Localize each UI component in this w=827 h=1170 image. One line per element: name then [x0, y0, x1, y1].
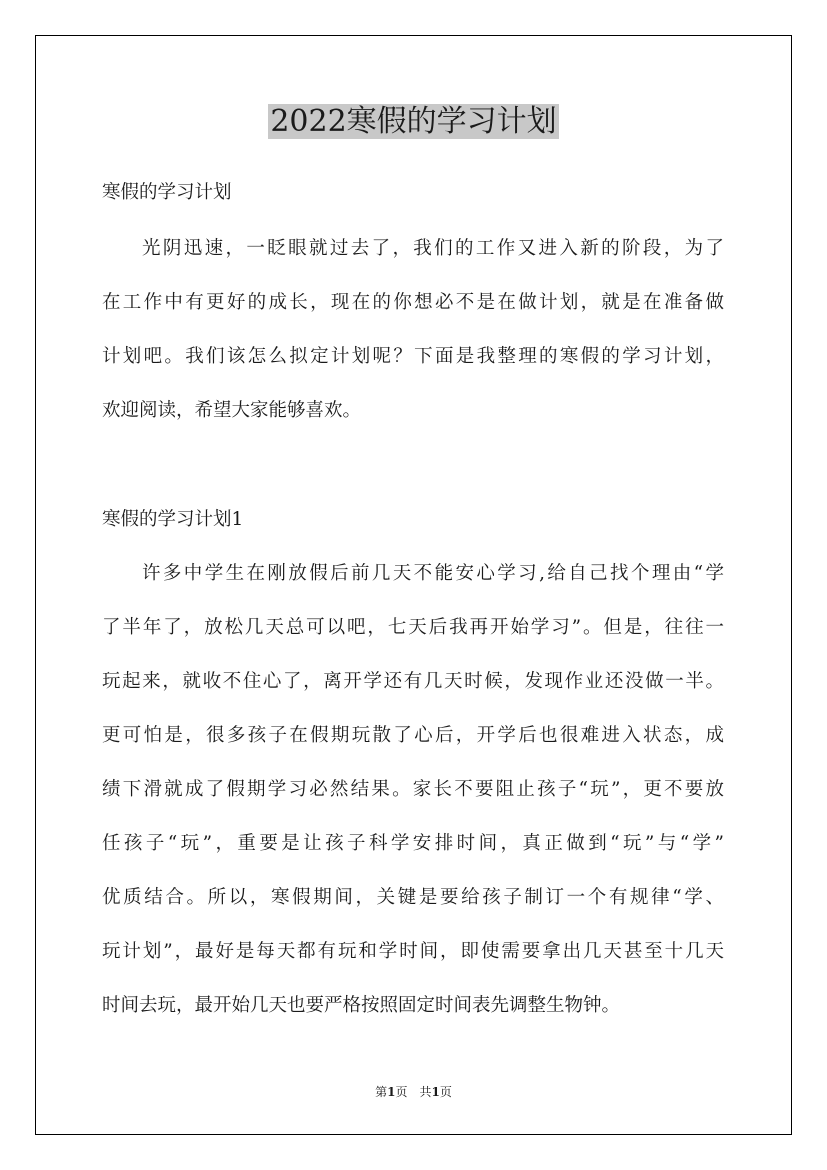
document-title [0, 102, 827, 142]
paragraph-line: 任孩子“玩”，重要是让孩子科学安排时间，真正做到“玩”与“学” [102, 833, 724, 854]
paragraph-line: 许多中学生在刚放假后前几天不能安心学习,给自己找个理由“学 [142, 563, 724, 584]
document-title-text: 2022寒假的学习计划 [270, 104, 557, 139]
footer-page-number: 1 [387, 1085, 396, 1099]
footer-middle: 页 共 [395, 1085, 432, 1099]
section-heading: 寒假的学习计划 [102, 182, 232, 203]
paragraph-line: 绩下滑就成了假期学习必然结果。家长不要阻止孩子“玩”，更不要放 [102, 779, 724, 800]
page-footer [0, 1084, 827, 1100]
footer-page-total: 1 [431, 1085, 440, 1099]
footer-suffix: 页 [439, 1085, 452, 1099]
footer-prefix: 第 [375, 1085, 388, 1099]
section-heading: 寒假的学习计划1 [102, 509, 244, 530]
paragraph-line: 计划吧。我们该怎么拟定计划呢？下面是我整理的寒假的学习计划， [102, 346, 724, 367]
paragraph-line: 了半年了，放松几天总可以吧，七天后我再开始学习”。但是，往往一 [102, 617, 724, 638]
paragraph-line: 优质结合。所以，寒假期间，关键是要给孩子制订一个有规律“学、 [102, 887, 724, 908]
paragraph-line: 玩起来，就收不住心了，离开学还有几天时候，发现作业还没做一半。 [102, 671, 724, 692]
paragraph-line: 欢迎阅读，希望大家能够喜欢。 [102, 400, 362, 421]
paragraph-line: 更可怕是，很多孩子在假期玩散了心后，开学后也很难进入状态，成 [102, 725, 724, 746]
paragraph-line: 光阴迅速，一眨眼就过去了，我们的工作又进入新的阶段，为了 [142, 238, 724, 259]
paragraph-line: 时间去玩，最开始几天也要严格按照固定时间表先调整生物钟。 [102, 995, 621, 1016]
paragraph-line: 玩计划”，最好是每天都有玩和学时间，即使需要拿出几天甚至十几天 [102, 941, 724, 962]
paragraph-line: 在工作中有更好的成长，现在的你想必不是在做计划，就是在准备做 [102, 292, 724, 313]
